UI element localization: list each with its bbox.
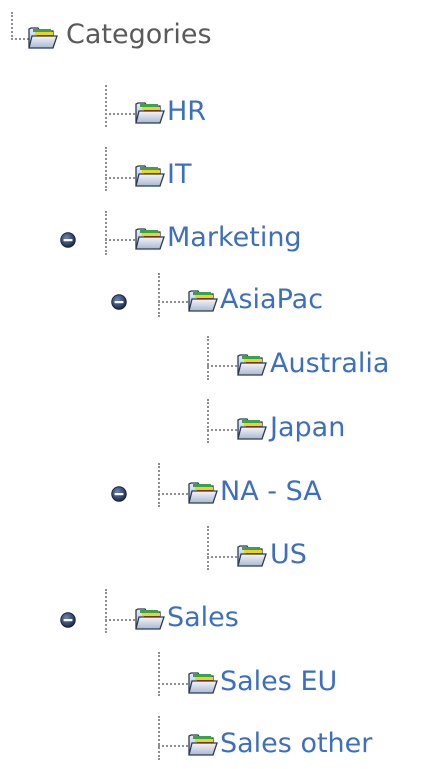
tree-node-label[interactable]: IT [167,159,192,190]
tree-connector [207,556,237,558]
folder-icon [135,225,165,251]
tree-node-label[interactable]: Marketing [167,222,302,253]
folder-icon [135,162,165,188]
folder-icon [237,351,267,377]
tree-connector [207,399,209,443]
tree-node-label[interactable]: US [270,539,307,570]
tree-connector [207,526,209,570]
tree-node-label[interactable]: HR [167,96,207,127]
tree-connector [158,652,160,696]
tree-connector [105,177,135,179]
tree-node-label[interactable]: AsiaPac [220,284,324,315]
folder-icon [28,24,58,50]
tree-connector [158,683,188,685]
folder-icon [237,542,267,568]
tree-node-label[interactable]: NA - SA [220,476,322,507]
tree-connector [105,619,135,621]
collapse-icon[interactable] [60,612,76,628]
folder-icon [135,605,165,631]
folder-icon [188,669,218,695]
folder-icon [237,415,267,441]
tree-node-label[interactable]: Sales [167,602,239,633]
collapse-icon[interactable] [111,294,127,310]
collapse-icon[interactable] [60,232,76,248]
tree-node-label[interactable]: Sales other [220,728,373,759]
tree-connector [158,493,188,495]
tree-connector [158,463,160,507]
folder-icon [188,479,218,505]
tree-connector [105,589,107,633]
tree-connector [105,85,107,127]
collapse-icon[interactable] [111,486,127,502]
tree-connector [105,211,107,255]
tree-connector [207,365,237,367]
tree-connector [207,336,209,380]
folder-icon [135,99,165,125]
tree-connector [158,745,188,747]
tree-root-label: Categories [66,19,212,50]
tree-connector [11,12,13,40]
tree-node-label[interactable]: Australia [270,348,390,379]
tree-connector [11,38,29,40]
tree-connector [105,239,135,241]
tree-connector [158,273,160,317]
folder-icon [188,731,218,757]
tree-node-label[interactable]: Sales EU [220,666,338,697]
tree-connector [207,429,237,431]
folder-icon [188,287,218,313]
tree-connector [158,716,160,760]
tree-node-label[interactable]: Japan [270,412,346,443]
tree-connector [105,147,107,191]
tree-connector [105,113,135,115]
tree-connector [158,301,188,303]
